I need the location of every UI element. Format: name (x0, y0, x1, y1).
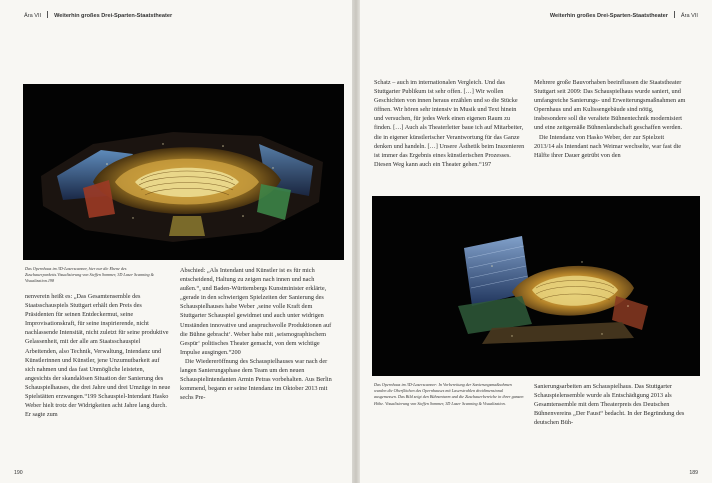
paragraph: Schatz – auch im internationalen Vergleich. Und das Stuttgarter Publikum ist sehr offen. […] Wir wollen Geschichten von innen heraus erzählen und so die Stücke öffnen. Wir hören sehr intensiv in Musik und Text hinein und versuchen, für jedes Werk einen eigenen Raum zu finden. […] Auch als Theaterleiter baue ich auf Mitarbeiter, die in eigener künstlerischer Verantwortung für das Ganze denken und handeln. […] Unsere Ästhetik beim Inszenieren ist immer das Ergebnis eines künstlerischen Prozesses. Diesen Weg kann auch ein Theater gehen.“197 (374, 79, 525, 168)
running-head-divider (674, 11, 675, 18)
running-head-title: Weiterhin großes Drei-Sparten-Staatstheater (549, 13, 668, 19)
left-column-2 (180, 266, 332, 402)
book-gutter (352, 0, 360, 483)
running-head-divider (47, 11, 48, 18)
running-head-section: Ära VII (680, 13, 698, 19)
laserscan-illustration (23, 84, 344, 260)
right-column-2-bottom (534, 382, 686, 427)
left-page (0, 0, 352, 483)
paragraph: Sanierungsarbeiten am Schauspielhaus. Das Stuttgarter Schauspielensemble wurde als Entschädigung 2013 als Gesamtensemble mit dem Theaterpreis des Deutschen Bühnenvereins „Der Faust“ bedacht. In der Begründung des deutschen Büh- (534, 383, 685, 427)
paragraph: Die Intendanz von Hasko Weber, der zur Spielzeit 2013/14 als Intendant nach Weimar wechselte, war fast die Hälfte ihrer Dauer getrübt von den (534, 133, 682, 159)
opera-laserscan-photo-left (23, 84, 344, 260)
left-photo-caption: Das Opernhaus im 3D-Laserscanner, hier nur die Ebene des Zuschauerparketts.Visualisierung von Steffen Sommer, 3D Laser Scanning & Visualization.198 (25, 266, 154, 284)
laserscan-illustration (372, 196, 700, 376)
paragraph: nenverein heißt es: „Das Gesamtensemble des Staatsschauspiels Stuttgart erhält den Preis des Präsidenten für seinen Entdeckermut, seine Improvisationskraft, für seine inspirierende, nicht nachlassende Intensität, nicht zuletzt für seine produktive Gelassenheit, mit der alle am Staatsschauspiel Arbeitenden, also Technik, Verwaltung, Intendanz und Künstlerinnen und Künstler, jene Unzumutbarkeit auf sich nahmen und das fast Unmögliche leisteten, angesichts der skandalösen Situation der Sanierung des Schauspielhauses, die drei Jahre und drei Umzüge in neue Spielstätten erzwangen.“199 Schauspiel-Intendant Hasko Weber hielt trotz der Widrigkeiten acht Jahre lang durch. Er sagte zum (25, 293, 171, 419)
right-column-1 (374, 78, 526, 169)
right-running-head (550, 11, 698, 19)
left-running-head (24, 11, 172, 19)
running-head-title: Weiterhin großes Drei-Sparten-Staatstheater (54, 13, 173, 19)
page-number-left: 190 (14, 470, 23, 476)
right-photo-caption: Das Opernhaus im 3D-Laserscanner: In Vorbereitung der Sanierungsmaßnahmen wurden die Oberflächen des Opernhauses mit Laserstrahlen dreidimensional ausgemessen. Das Bild zeigt den Bühnenturm und die Zuschauerbereiche in ihrer ganzen Höhe. Visualisierung von Steffen Sommer, 3D Laser Scanning & Visualization. (374, 382, 524, 406)
page-number-right: 189 (689, 470, 698, 476)
running-head-section: Ära VII (24, 13, 42, 19)
opera-laserscan-photo-right (372, 196, 700, 376)
paragraph: Die Wiedereröffnung des Schauspielhauses war nach der langen Sanierungsphase dem Team um den neuen Schauspielintendanten Armin Petras vorbehalten. Aus Berlin kommend, begann er seine Intendanz im Oktober 2013 mit sechs Pre- (180, 357, 332, 402)
right-column-2-top (534, 78, 686, 160)
left-column-1 (25, 292, 171, 419)
paragraph: Abschied: „Als Intendant und Künstler ist es für mich entscheidend, Haltung zu zeigen nach innen und nach außen.“, und Baden-Württembergs Kunstminister erklärte, „gerade in den schwierigen Spielzeiten der Sanierung des Schauspielhauses habe Weber ‚seine volle Kraft dem Stuttgarter Schauspiel gewidmet und auch unter widrigen Umständen innovative und anspruchsvolle Produktionen auf die Bühne gebracht‘. Weber habe mit ‚seismographischem Gespür‘ politisches Theater gemacht, von dem wichtige Impulse ausgingen.“200 (180, 267, 332, 356)
paragraph: Mehrere große Bauvorhaben beeinflussen die Staatstheater Stuttgart seit 2009: Das Schauspielhaus wurde saniert, und umfangreiche Sanierungs- und Erweiterungsmaßnahmen am Opernhaus und am Kulissengebäude sind nötig, insbesondere soll die veraltete Bühnentechnik modernisiert und eine zeitgemäße Bühnenlandschaft geschaffen werden. (534, 79, 686, 132)
right-page (360, 0, 712, 483)
